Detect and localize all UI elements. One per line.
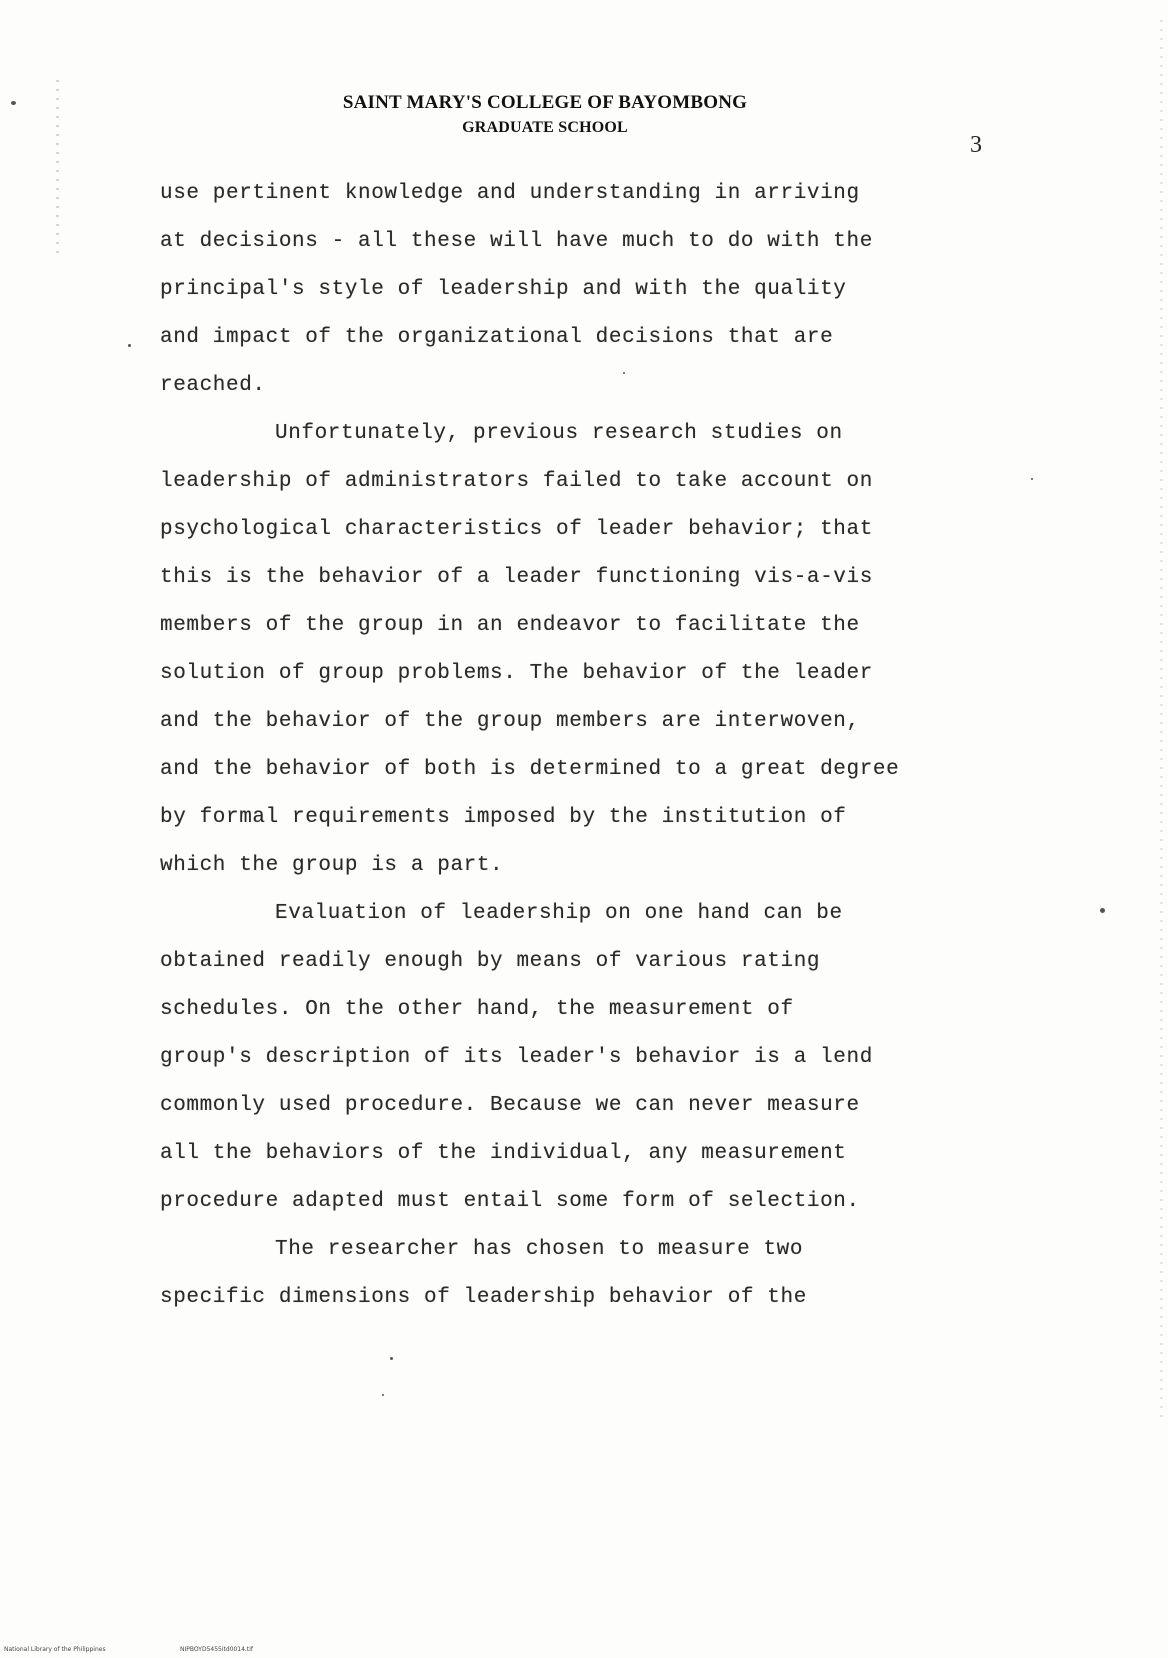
scan-speck [623, 372, 625, 374]
text-line: at decisions - all these will have much to do with the [160, 230, 873, 253]
text-line: commonly used procedure. Because we can never measure [160, 1094, 860, 1117]
scan-speck [1100, 908, 1105, 913]
text-line: reached. [160, 374, 266, 397]
text-line: principal's style of leadership and with the quality [160, 278, 847, 301]
paragraph-start-line: Unfortunately, previous research studies on [275, 422, 843, 445]
page-number: 3 [970, 132, 982, 158]
paragraph-start-line: Evaluation of leadership on one hand can be [275, 902, 843, 925]
college-name: SAINT MARY'S COLLEGE OF BAYOMBONG [342, 92, 748, 113]
scan-edge-noise-left [56, 80, 59, 260]
text-line: all the behaviors of the individual, any measurement [160, 1142, 847, 1165]
text-line: this is the behavior of a leader functioning vis-a-vis [160, 566, 873, 589]
scan-edge-noise-right [1160, 20, 1163, 1420]
text-line: use pertinent knowledge and understanding in arriving [160, 182, 860, 205]
footer-file-name: NIPBOYD5455itd0014.tif [180, 1646, 253, 1653]
text-line: and impact of the organizational decisions that are [160, 326, 834, 349]
text-line: and the behavior of the group members are interwoven, [160, 710, 860, 733]
text-line: and the behavior of both is determined to a great degree [160, 758, 900, 781]
text-line: by formal requirements imposed by the institution of [160, 806, 847, 829]
text-line: procedure adapted must entail some form of selection. [160, 1190, 860, 1213]
paragraph-start-line: The researcher has chosen to measure two [275, 1238, 804, 1261]
scan-speck [390, 1357, 393, 1360]
text-line: psychological characteristics of leader behavior; that [160, 518, 873, 541]
text-line: which the group is a part. [160, 854, 504, 877]
text-line: schedules. On the other hand, the measurement of [160, 998, 794, 1021]
scan-speck [1031, 478, 1033, 480]
scan-speck [11, 101, 16, 105]
text-line: solution of group problems. The behavior of the leader [160, 662, 873, 685]
text-line: members of the group in an endeavor to facilitate the [160, 614, 860, 637]
body-text [160, 170, 1020, 1322]
text-line: specific dimensions of leadership behavior of the [160, 1286, 807, 1309]
school-name: GRADUATE SCHOOL [462, 119, 628, 136]
scan-speck [128, 344, 131, 347]
footer-library-label: National Library of the Philippines [4, 1646, 106, 1653]
scan-speck [382, 1394, 384, 1396]
text-line: obtained readily enough by means of various rating [160, 950, 821, 973]
text-line: leadership of administrators failed to take account on [160, 470, 873, 493]
text-line: group's description of its leader's behavior is a lend [160, 1046, 873, 1069]
